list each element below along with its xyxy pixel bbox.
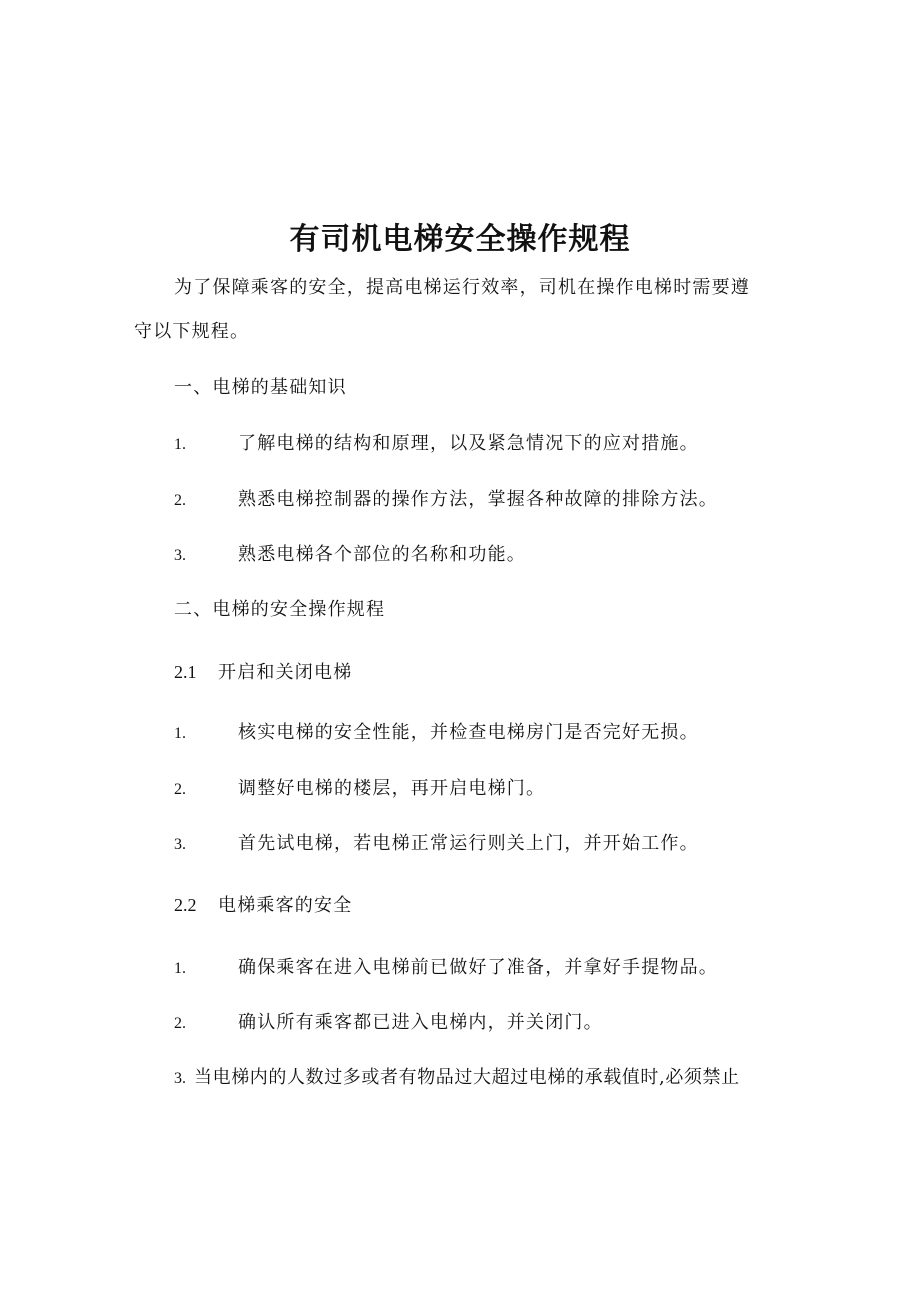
subsection-2-1-heading xyxy=(174,660,352,685)
subsection-number: 2.2 xyxy=(174,895,197,915)
section-1-item-3 xyxy=(174,543,526,568)
item-number: 1. xyxy=(174,960,186,977)
subsection-2-2-item-2 xyxy=(174,1011,603,1036)
item-text: 了解电梯的结构和原理，以及紧急情况下的应对措施。 xyxy=(238,433,699,454)
item-number: 3. xyxy=(174,836,186,853)
section-1-item-2 xyxy=(174,488,718,513)
intro-paragraph-line-1: 为了保障乘客的安全，提高电梯运行效率，司机在操作电梯时需要遵 xyxy=(174,277,750,298)
item-number: 3. xyxy=(174,1070,186,1087)
subsection-title: 开启和关闭电梯 xyxy=(218,662,353,683)
item-number: 2. xyxy=(174,492,186,509)
intro-paragraph-line-2: 守以下规程。 xyxy=(134,321,250,342)
item-text: 调整好电梯的楼层，再开启电梯门。 xyxy=(238,778,546,799)
item-number: 2. xyxy=(174,1015,186,1032)
item-number: 2. xyxy=(174,781,186,798)
item-text: 首先试电梯，若电梯正常运行则关上门，并开始工作。 xyxy=(238,833,699,854)
item-number: 1. xyxy=(174,436,186,453)
section-1-heading: 一、电梯的基础知识 xyxy=(174,377,347,398)
item-text: 当电梯内的人数过多或者有物品过大超过电梯的承载值时,必须禁止 xyxy=(194,1067,740,1088)
subsection-2-1-item-1 xyxy=(174,721,699,746)
item-number: 3. xyxy=(174,547,186,564)
section-2-heading: 二、电梯的安全操作规程 xyxy=(174,599,386,620)
subsection-2-2-item-3 xyxy=(174,1066,740,1091)
item-text: 确保乘客在进入电梯前已做好了准备，并拿好手提物品。 xyxy=(238,957,718,978)
item-text: 确认所有乘客都已进入电梯内，并关闭门。 xyxy=(238,1012,603,1033)
item-text: 熟悉电梯控制器的操作方法，掌握各种故障的排除方法。 xyxy=(238,489,718,510)
subsection-number: 2.1 xyxy=(174,662,197,682)
subsection-title: 电梯乘客的安全 xyxy=(218,895,353,916)
subsection-2-1-item-2 xyxy=(174,777,545,802)
subsection-2-2-heading xyxy=(174,893,352,918)
subsection-2-1-item-3 xyxy=(174,832,699,857)
subsection-2-2-item-1 xyxy=(174,956,718,981)
section-1-item-1 xyxy=(174,432,699,457)
item-text: 熟悉电梯各个部位的名称和功能。 xyxy=(238,544,526,565)
document-title: 有司机电梯安全操作规程 xyxy=(289,222,631,257)
item-text: 核实电梯的安全性能，并检查电梯房门是否完好无损。 xyxy=(238,722,699,743)
item-number: 1. xyxy=(174,725,186,742)
